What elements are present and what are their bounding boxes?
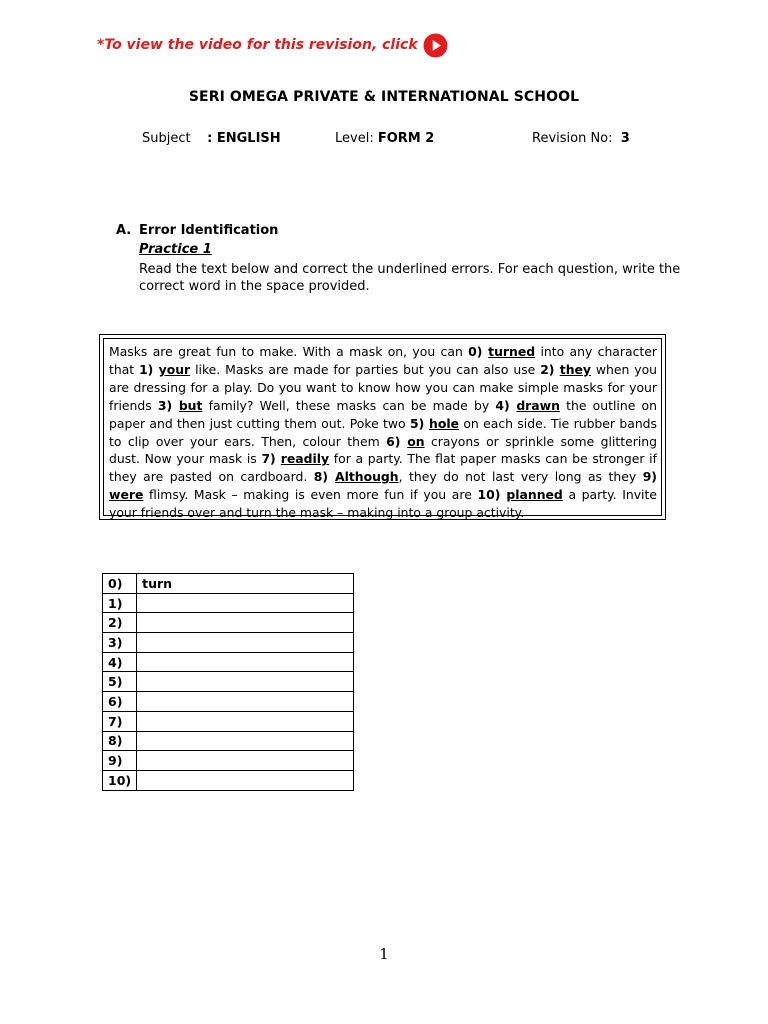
revision-label: Revision No: (532, 131, 613, 146)
error-number: 6) (386, 433, 401, 449)
answer-number: 7) (103, 711, 137, 731)
error-word: were (109, 487, 144, 503)
school-title: SERI OMEGA PRIVATE & INTERNATIONAL SCHOOL (188, 89, 580, 105)
error-item (540, 362, 591, 377)
answer-number: 2) (103, 613, 137, 633)
answer-number: 1) (103, 593, 137, 613)
error-number: 7) (261, 451, 276, 467)
answer-number: 9) (103, 751, 137, 771)
error-number: 3) (157, 397, 173, 413)
error-word: your (158, 361, 191, 377)
answer-field[interactable] (137, 731, 354, 751)
answer-field[interactable] (137, 613, 354, 633)
answer-field[interactable] (137, 672, 354, 692)
answer-field[interactable] (137, 751, 354, 771)
answer-field[interactable] (137, 692, 354, 712)
answer-number: 0) (103, 574, 137, 594)
section-letter: A. (116, 223, 132, 238)
error-number: 1) (139, 361, 154, 377)
answer-row (103, 672, 354, 692)
error-word: planned (506, 487, 563, 503)
answer-number: 5) (103, 672, 137, 692)
answer-row (103, 593, 354, 613)
error-item (386, 434, 424, 449)
error-item (261, 451, 329, 466)
error-number: 4) (495, 397, 510, 413)
answer-row (103, 731, 354, 751)
practice-title: Practice 1 (139, 242, 212, 257)
error-word: Although (334, 469, 399, 485)
answer-field[interactable] (137, 633, 354, 653)
subject-info (142, 131, 281, 146)
answer-table (102, 573, 354, 791)
passage-segment: Masks are great fun to make. With a mask on, you can (109, 344, 469, 359)
error-number: 9) (642, 469, 657, 485)
error-number: 2) (540, 361, 555, 377)
answer-number: 3) (103, 633, 137, 653)
section-heading (116, 223, 278, 238)
instructions-text: Read the text below and correct the underlined errors. For each question, write the correct word in the space provided. (139, 262, 681, 294)
passage-segment: like. Masks are made for parties but you can also use (190, 361, 541, 377)
answer-field[interactable] (137, 652, 354, 672)
level-value: FORM 2 (377, 131, 435, 146)
error-word: on (407, 433, 425, 449)
error-item (495, 398, 560, 413)
answer-number: 8) (103, 731, 137, 751)
error-item (139, 362, 190, 377)
passage-text (103, 338, 662, 521)
error-item (477, 487, 562, 502)
level-label: Level: (335, 131, 374, 146)
answer-row (103, 692, 354, 712)
error-word: drawn (516, 397, 560, 413)
passage-segment: crayons or sprinkle some glittering dust. Now your mask is (109, 433, 658, 467)
passage-segment: when you are dressing for a play. Do you want to know how you can make simple masks for your friends (109, 361, 658, 413)
answer-row (103, 652, 354, 672)
passage-segment: a party. Invite your friends over and turn the mask – making into a group activity. (109, 487, 657, 521)
passage-segment: the outline on paper and then just cutting them out. Poke two (109, 397, 657, 431)
error-number: 5) (409, 415, 425, 431)
video-link-text: *To view the video for this revision, click (97, 37, 418, 53)
passage-segment: for a party. The flat paper masks can be stronger if they are pasted on cardboard. (109, 451, 657, 485)
passage-segment: into any character that (109, 344, 657, 377)
answer-field[interactable] (137, 770, 354, 790)
answer-row (103, 751, 354, 771)
subject-value: : ENGLISH (207, 131, 281, 146)
answer-field[interactable] (137, 711, 354, 731)
level-info (335, 131, 434, 146)
revision-info (532, 131, 630, 146)
answer-field[interactable]: turn (137, 574, 354, 594)
passage-segment: family? Well, these masks can be made by (202, 397, 496, 413)
answer-number: 6) (103, 692, 137, 712)
page-number: 1 (379, 945, 389, 963)
error-word: but (178, 397, 203, 413)
answer-field[interactable] (137, 593, 354, 613)
answer-row (103, 613, 354, 633)
error-word: they (559, 361, 591, 377)
passage-segment: , they do not last very long as they (398, 469, 643, 485)
play-circle-icon[interactable] (423, 33, 448, 58)
passage-segment: flimsy. Mask – making is even more fun if you are (143, 487, 478, 503)
error-word: readily (280, 451, 330, 467)
answer-row (103, 574, 354, 594)
answer-row (103, 633, 354, 653)
error-item (314, 469, 399, 484)
error-number: 10) (477, 487, 501, 503)
passage-box (99, 334, 666, 520)
video-link[interactable] (97, 33, 448, 57)
answer-row (103, 711, 354, 731)
error-item (410, 416, 459, 431)
error-item (158, 398, 203, 413)
error-word: hole (429, 415, 459, 431)
answer-number: 4) (103, 652, 137, 672)
answer-number: 10) (103, 770, 137, 790)
passage-segment: on each side. Tie rubber bands to clip over your ears. Then, colour them (109, 415, 657, 449)
answer-row (103, 770, 354, 790)
error-number: 0) (468, 344, 483, 359)
revision-value: 3 (620, 131, 630, 146)
section-title: Error Identification (139, 223, 279, 238)
error-number: 8) (313, 469, 329, 485)
subject-label: Subject (142, 131, 191, 146)
error-item (468, 344, 535, 359)
error-word: turned (488, 344, 536, 359)
